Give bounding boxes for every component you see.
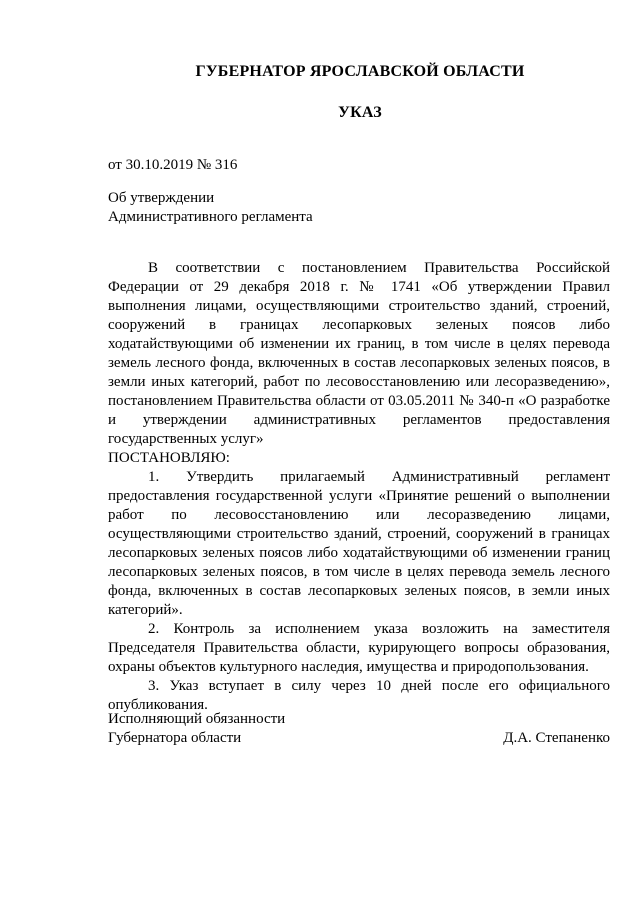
document-type-heading: УКАЗ <box>338 104 382 121</box>
document-body <box>108 259 610 715</box>
signer-position-line-1: Исполняющий обязанности <box>108 711 286 727</box>
signer-name: Д.А. Степаненко <box>503 730 610 746</box>
resolution-word: ПОСТАНОВЛЯЮ: <box>108 450 230 466</box>
preamble-paragraph: В соответствии с постановлением Правительства Российской Федерации от 29 декабря 2018 г. № 1741 «Об утверждении Правил выполнения лицами, осуществляющими строительство зданий, строений, сооружений в границах лесопарковых зеленых поясов либо ходатайствующими об изменении их границ, в том числе в целях перевода земель лесного фонда, включенных в состав лесопарковых зеленых поясов, в земли иных категорий, работ по лесовосстановлению или лесоразведению», постановлением Правительства области от 03.05.2011 № 340-п «О разработке и утверждении административных регламентов предоставления государственных услуг» <box>108 260 610 447</box>
list-item: 2. Контроль за исполнением указа возложить на заместителя Председателя Правительства области, курирующего вопросы образования, охраны объектов культурного наследия, имущества и природопользования. <box>108 621 610 675</box>
document-subject <box>108 189 313 227</box>
signer-position-text: Губернатора области <box>108 730 242 746</box>
list-item: 1. Утвердить прилагаемый Административный регламент предоставления государственной услуги «Принятие решений о выполнении работ по лесовосстановлению или лесоразведению лицами, осуществляющими строительство зданий, строений, сооружений в границах лесопарковых зеленых поясов либо ходатайствующими об изменении границ лесопарковых зеленых поясов, в том числе в целях перевода земель лесного фонда, включенных в состав лесопарковых зеленых поясов, в земли иных категорий». <box>108 469 610 618</box>
signer-position-line-2 <box>108 729 610 748</box>
subject-line-2: Административного регламента <box>108 209 313 225</box>
list-item: 3. Указ вступает в силу через 10 дней после его официального опубликования. <box>108 678 610 713</box>
signature-block <box>108 710 610 748</box>
subject-line-1: Об утверждении <box>108 190 215 206</box>
document-date-number: от 30.10.2019 № 316 <box>108 157 238 173</box>
issuing-authority-heading: ГУБЕРНАТОР ЯРОСЛАВСКОЙ ОБЛАСТИ <box>195 63 525 80</box>
